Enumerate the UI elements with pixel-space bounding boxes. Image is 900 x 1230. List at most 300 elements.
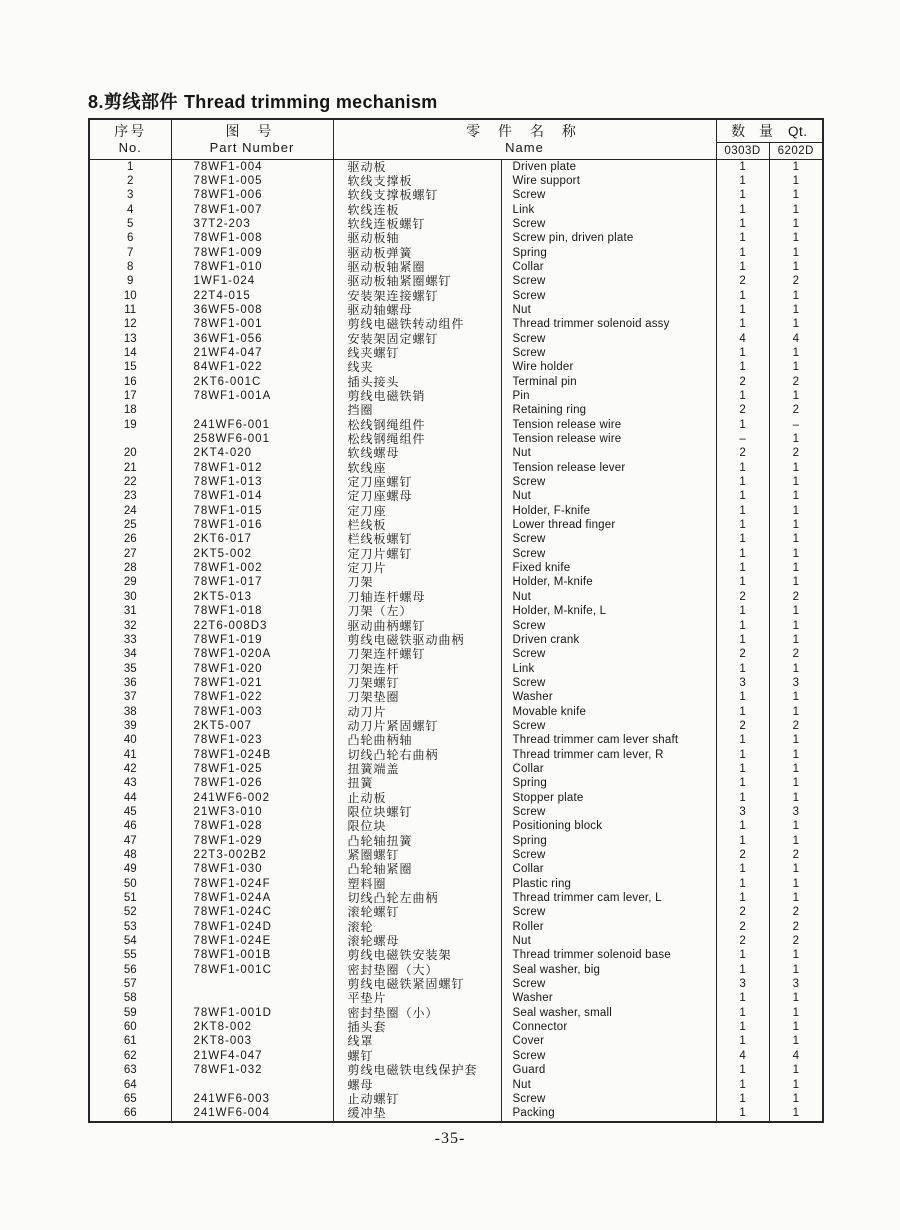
qty-0303d-cell: 1 [716, 819, 769, 833]
row-number-cell: 35 [89, 662, 171, 676]
row-number-cell: 1 [89, 159, 171, 174]
qty-6202d-cell: 1 [769, 389, 823, 403]
name-en-cell: Washer [501, 690, 716, 704]
name-en-cell: Nut [501, 590, 716, 604]
name-cn-cell: 止动螺钉 [333, 1092, 501, 1106]
qty-0303d-cell: 1 [716, 246, 769, 260]
part-number-cell: 78WF1-017 [171, 575, 333, 589]
name-cn-cell: 刀架连杆 [333, 662, 501, 676]
qty-6202d-cell: 1 [769, 489, 823, 503]
table-row [89, 217, 823, 231]
part-number-cell: 1WF1-024 [171, 274, 333, 288]
name-cn-cell: 凸轮曲柄轴 [333, 733, 501, 747]
name-cn-cell: 软线支撑板 [333, 174, 501, 188]
table-row [89, 776, 823, 790]
row-number-cell: 36 [89, 676, 171, 690]
qty-6202d-cell: – [769, 418, 823, 432]
row-number-cell: 16 [89, 375, 171, 389]
qty-6202d-cell: 1 [769, 1034, 823, 1048]
qty-6202d-cell: 3 [769, 977, 823, 991]
name-cn-cell: 松线钢绳组件 [333, 432, 501, 446]
name-en-cell: Driven crank [501, 633, 716, 647]
row-number-cell: 11 [89, 303, 171, 317]
name-en-cell: Collar [501, 762, 716, 776]
table-row [89, 246, 823, 260]
qty-0303d-cell: 2 [716, 403, 769, 417]
name-cn-cell: 刀架螺钉 [333, 676, 501, 690]
qty-6202d-cell: 1 [769, 532, 823, 546]
name-en-cell: Plastic ring [501, 877, 716, 891]
header-no [89, 119, 171, 159]
part-number-cell: 78WF1-001A [171, 389, 333, 403]
qty-6202d-cell: 1 [769, 504, 823, 518]
table-row [89, 203, 823, 217]
qty-6202d-cell: 1 [769, 662, 823, 676]
table-row [89, 1092, 823, 1106]
qty-0303d-cell: 1 [716, 791, 769, 805]
parts-table [88, 118, 824, 1123]
qty-0303d-cell: 1 [716, 1106, 769, 1121]
qty-0303d-cell: 1 [716, 260, 769, 274]
name-en-cell: Screw [501, 805, 716, 819]
qty-0303d-cell: 1 [716, 1092, 769, 1106]
row-number-cell: 40 [89, 733, 171, 747]
part-number-cell: 78WF1-024C [171, 905, 333, 919]
name-en-cell: Thread trimmer solenoid base [501, 948, 716, 962]
qty-6202d-cell: 1 [769, 1006, 823, 1020]
table-row [89, 633, 823, 647]
part-number-cell: 241WF6-002 [171, 791, 333, 805]
row-number-cell: 34 [89, 647, 171, 661]
name-en-cell: Screw [501, 217, 716, 231]
qty-6202d-cell: 1 [769, 317, 823, 331]
row-number-cell: 37 [89, 690, 171, 704]
row-number-cell: 23 [89, 489, 171, 503]
row-number-cell: 19 [89, 418, 171, 432]
name-cn-cell: 剪线电磁铁转动组件 [333, 317, 501, 331]
name-en-cell: Holder, F-knife [501, 504, 716, 518]
part-number-cell: 78WF1-016 [171, 518, 333, 532]
part-number-cell: 78WF1-020A [171, 647, 333, 661]
part-number-cell: 2KT5-007 [171, 719, 333, 733]
qty-0303d-cell: 1 [716, 1020, 769, 1034]
table-row [89, 877, 823, 891]
name-en-cell: Retaining ring [501, 403, 716, 417]
name-cn-cell: 插头接头 [333, 375, 501, 389]
parts-table-header [89, 119, 823, 159]
qty-0303d-cell: 1 [716, 776, 769, 790]
table-row [89, 159, 823, 174]
name-cn-cell: 平垫片 [333, 991, 501, 1005]
qty-0303d-cell: 1 [716, 834, 769, 848]
name-en-cell: Packing [501, 1106, 716, 1121]
part-number-cell: 241WF6-003 [171, 1092, 333, 1106]
qty-0303d-cell: 1 [716, 963, 769, 977]
part-number-cell [171, 991, 333, 1005]
name-en-cell: Seal washer, small [501, 1006, 716, 1020]
name-en-cell: Cover [501, 1034, 716, 1048]
name-cn-cell: 安装架连接螺钉 [333, 289, 501, 303]
qty-0303d-cell: 1 [716, 604, 769, 618]
name-cn-cell: 栏线板螺钉 [333, 532, 501, 546]
name-cn-cell: 驱动板轴紧圈螺钉 [333, 274, 501, 288]
qty-0303d-cell: 1 [716, 461, 769, 475]
name-cn-cell: 紧圈螺钉 [333, 848, 501, 862]
table-row [89, 1063, 823, 1077]
name-cn-cell: 限位块 [333, 819, 501, 833]
qty-0303d-cell: 1 [716, 547, 769, 561]
table-row [89, 188, 823, 202]
name-cn-cell: 驱动板轴 [333, 231, 501, 245]
row-number-cell: 18 [89, 403, 171, 417]
qty-6202d-cell: 4 [769, 1049, 823, 1063]
table-row [89, 1106, 823, 1121]
row-number-cell: 8 [89, 260, 171, 274]
qty-0303d-cell: 1 [716, 862, 769, 876]
part-number-cell: 78WF1-005 [171, 174, 333, 188]
row-number-cell: 62 [89, 1049, 171, 1063]
qty-6202d-cell: 1 [769, 690, 823, 704]
qty-0303d-cell: 2 [716, 590, 769, 604]
name-en-cell: Screw [501, 619, 716, 633]
row-number-cell: 52 [89, 905, 171, 919]
name-cn-cell: 限位块螺钉 [333, 805, 501, 819]
qty-6202d-cell: 1 [769, 188, 823, 202]
name-en-cell: Nut [501, 934, 716, 948]
qty-0303d-cell: 2 [716, 647, 769, 661]
name-cn-cell: 剪线电磁铁紧固螺钉 [333, 977, 501, 991]
part-number-cell: 78WF1-003 [171, 705, 333, 719]
name-cn-cell: 软线支撑板螺钉 [333, 188, 501, 202]
part-number-cell: 78WF1-012 [171, 461, 333, 475]
table-row [89, 848, 823, 862]
name-cn-cell: 螺母 [333, 1078, 501, 1092]
table-row [89, 461, 823, 475]
qty-6202d-cell: 1 [769, 260, 823, 274]
table-row [89, 260, 823, 274]
qty-0303d-cell: 1 [716, 733, 769, 747]
qty-0303d-cell: 1 [716, 346, 769, 360]
name-cn-cell: 剪线电磁铁驱动曲柄 [333, 633, 501, 647]
name-cn-cell: 滚轮螺母 [333, 934, 501, 948]
header-model-0303d: 0303D [716, 142, 769, 159]
qty-0303d-cell: 1 [716, 389, 769, 403]
qty-6202d-cell: 1 [769, 877, 823, 891]
name-cn-cell: 驱动板轴紧圈 [333, 260, 501, 274]
part-number-cell: 21WF4-047 [171, 346, 333, 360]
qty-6202d-cell: 2 [769, 446, 823, 460]
table-row [89, 604, 823, 618]
qty-0303d-cell: 3 [716, 805, 769, 819]
table-row [89, 360, 823, 374]
qty-6202d-cell: 1 [769, 963, 823, 977]
qty-0303d-cell: 1 [716, 705, 769, 719]
table-row [89, 475, 823, 489]
name-en-cell: Nut [501, 1078, 716, 1092]
qty-0303d-cell: 2 [716, 920, 769, 934]
row-number-cell: 58 [89, 991, 171, 1005]
qty-6202d-cell: 2 [769, 647, 823, 661]
row-number-cell: 48 [89, 848, 171, 862]
name-en-cell: Collar [501, 260, 716, 274]
name-cn-cell: 线夹 [333, 360, 501, 374]
qty-0303d-cell: 1 [716, 518, 769, 532]
qty-0303d-cell: 2 [716, 375, 769, 389]
row-number-cell: 66 [89, 1106, 171, 1121]
qty-6202d-cell: 1 [769, 948, 823, 962]
table-row [89, 547, 823, 561]
row-number-cell: 32 [89, 619, 171, 633]
qty-0303d-cell: 1 [716, 504, 769, 518]
name-cn-cell: 刀架垫圈 [333, 690, 501, 704]
part-number-cell: 21WF3-010 [171, 805, 333, 819]
row-number-cell: 54 [89, 934, 171, 948]
part-number-cell: 78WF1-029 [171, 834, 333, 848]
part-number-cell: 22T4-015 [171, 289, 333, 303]
part-number-cell: 241WF6-001 [171, 418, 333, 432]
name-cn-cell: 安装架固定螺钉 [333, 332, 501, 346]
name-en-cell: Fixed knife [501, 561, 716, 575]
qty-0303d-cell: – [716, 432, 769, 446]
qty-6202d-cell: 1 [769, 633, 823, 647]
qty-0303d-cell: 3 [716, 977, 769, 991]
part-number-cell: 78WF1-024E [171, 934, 333, 948]
row-number-cell: 50 [89, 877, 171, 891]
table-row [89, 733, 823, 747]
row-number-cell: 4 [89, 203, 171, 217]
qty-6202d-cell: 1 [769, 575, 823, 589]
part-number-cell: 2KT6-001C [171, 375, 333, 389]
qty-0303d-cell: 1 [716, 475, 769, 489]
header-model-6202d: 6202D [769, 142, 823, 159]
name-cn-cell: 动刀片 [333, 705, 501, 719]
name-cn-cell: 刀架连杆螺钉 [333, 647, 501, 661]
qty-0303d-cell: 2 [716, 934, 769, 948]
name-en-cell: Lower thread finger [501, 518, 716, 532]
table-row [89, 231, 823, 245]
name-cn-cell: 定刀座螺钉 [333, 475, 501, 489]
name-en-cell: Thread trimmer solenoid assy [501, 317, 716, 331]
part-number-cell: 78WF1-023 [171, 733, 333, 747]
row-number-cell: 38 [89, 705, 171, 719]
table-row [89, 332, 823, 346]
part-number-cell [171, 977, 333, 991]
qty-6202d-cell: 1 [769, 1092, 823, 1106]
table-row [89, 719, 823, 733]
qty-0303d-cell: 1 [716, 1034, 769, 1048]
part-number-cell: 78WF1-025 [171, 762, 333, 776]
row-number-cell: 47 [89, 834, 171, 848]
table-row [89, 489, 823, 503]
qty-0303d-cell: 4 [716, 332, 769, 346]
qty-6202d-cell: 1 [769, 791, 823, 805]
table-row [89, 862, 823, 876]
table-row [89, 432, 823, 446]
part-number-cell [171, 403, 333, 417]
name-cn-cell: 刀轴连杆螺母 [333, 590, 501, 604]
header-part-number [171, 119, 333, 159]
table-row [89, 891, 823, 905]
table-row [89, 274, 823, 288]
qty-6202d-cell: 1 [769, 705, 823, 719]
name-cn-cell: 切线凸轮右曲柄 [333, 748, 501, 762]
row-number-cell: 51 [89, 891, 171, 905]
qty-0303d-cell: 1 [716, 317, 769, 331]
qty-6202d-cell: 2 [769, 403, 823, 417]
part-number-cell: 78WF1-022 [171, 690, 333, 704]
parts-table-body [89, 159, 823, 1122]
part-number-cell: 78WF1-024D [171, 920, 333, 934]
qty-0303d-cell: 2 [716, 274, 769, 288]
header-part-cn: 图 号 [225, 123, 279, 140]
qty-0303d-cell: 1 [716, 619, 769, 633]
table-row [89, 532, 823, 546]
row-number-cell: 10 [89, 289, 171, 303]
table-row [89, 934, 823, 948]
qty-6202d-cell: 1 [769, 748, 823, 762]
row-number-cell: 7 [89, 246, 171, 260]
qty-6202d-cell: 2 [769, 934, 823, 948]
part-number-cell: 78WF1-004 [171, 159, 333, 174]
name-en-cell: Screw [501, 188, 716, 202]
qty-0303d-cell: 1 [716, 360, 769, 374]
qty-0303d-cell: 1 [716, 748, 769, 762]
part-number-cell: 78WF1-019 [171, 633, 333, 647]
qty-6202d-cell: 1 [769, 303, 823, 317]
qty-0303d-cell: 1 [716, 217, 769, 231]
name-en-cell: Screw [501, 905, 716, 919]
table-row [89, 905, 823, 919]
table-row [89, 805, 823, 819]
part-number-cell: 78WF1-028 [171, 819, 333, 833]
table-row [89, 446, 823, 460]
part-number-cell: 78WF1-015 [171, 504, 333, 518]
name-en-cell: Nut [501, 303, 716, 317]
qty-0303d-cell: 1 [716, 1006, 769, 1020]
row-number-cell: 17 [89, 389, 171, 403]
part-number-cell: 78WF1-001D [171, 1006, 333, 1020]
table-row [89, 375, 823, 389]
name-cn-cell: 挡圈 [333, 403, 501, 417]
table-row [89, 662, 823, 676]
name-en-cell: Nut [501, 489, 716, 503]
part-number-cell: 78WF1-001B [171, 948, 333, 962]
part-number-cell: 78WF1-021 [171, 676, 333, 690]
name-cn-cell: 剪线电磁铁销 [333, 389, 501, 403]
name-cn-cell: 定刀片螺钉 [333, 547, 501, 561]
name-en-cell: Screw [501, 332, 716, 346]
name-en-cell: Washer [501, 991, 716, 1005]
table-row [89, 303, 823, 317]
name-en-cell: Spring [501, 246, 716, 260]
name-en-cell: Screw [501, 274, 716, 288]
name-en-cell: Screw [501, 1049, 716, 1063]
row-number-cell: 6 [89, 231, 171, 245]
name-cn-cell: 切线凸轮左曲柄 [333, 891, 501, 905]
table-row [89, 920, 823, 934]
name-cn-cell: 定刀片 [333, 561, 501, 575]
part-number-cell: 2KT4-020 [171, 446, 333, 460]
qty-6202d-cell: 1 [769, 217, 823, 231]
part-number-cell: 78WF1-013 [171, 475, 333, 489]
name-en-cell: Screw [501, 289, 716, 303]
header-name [333, 119, 716, 159]
part-number-cell: 78WF1-007 [171, 203, 333, 217]
qty-0303d-cell: 4 [716, 1049, 769, 1063]
qty-6202d-cell: 1 [769, 1020, 823, 1034]
row-number-cell: 44 [89, 791, 171, 805]
qty-0303d-cell: 1 [716, 662, 769, 676]
row-number-cell: 33 [89, 633, 171, 647]
qty-6202d-cell: 2 [769, 920, 823, 934]
name-en-cell: Screw pin, driven plate [501, 231, 716, 245]
row-number-cell: 55 [89, 948, 171, 962]
name-cn-cell: 滚轮 [333, 920, 501, 934]
name-en-cell: Screw [501, 848, 716, 862]
row-number-cell: 12 [89, 317, 171, 331]
name-en-cell: Spring [501, 834, 716, 848]
row-number-cell: 25 [89, 518, 171, 532]
row-number-cell: 21 [89, 461, 171, 475]
row-number-cell: 20 [89, 446, 171, 460]
table-row [89, 1034, 823, 1048]
qty-0303d-cell: 1 [716, 418, 769, 432]
name-en-cell: Screw [501, 719, 716, 733]
row-number-cell: 9 [89, 274, 171, 288]
name-en-cell: Screw [501, 532, 716, 546]
part-number-cell: 21WF4-047 [171, 1049, 333, 1063]
name-cn-cell: 软线座 [333, 461, 501, 475]
row-number-cell: 57 [89, 977, 171, 991]
name-en-cell: Thread trimmer cam lever, L [501, 891, 716, 905]
name-cn-cell: 密封垫圈（大） [333, 963, 501, 977]
qty-0303d-cell: 1 [716, 231, 769, 245]
header-part-en: Part Number [209, 140, 295, 156]
qty-6202d-cell: 1 [769, 862, 823, 876]
table-row [89, 819, 823, 833]
table-row [89, 991, 823, 1005]
qty-6202d-cell: 1 [769, 203, 823, 217]
table-row [89, 690, 823, 704]
table-row [89, 418, 823, 432]
name-cn-cell: 软线连板螺钉 [333, 217, 501, 231]
name-cn-cell: 扭簧端盖 [333, 762, 501, 776]
table-row [89, 346, 823, 360]
qty-0303d-cell: 1 [716, 762, 769, 776]
qty-6202d-cell: 2 [769, 719, 823, 733]
table-row [89, 1020, 823, 1034]
name-cn-cell: 线夹螺钉 [333, 346, 501, 360]
name-en-cell: Wire support [501, 174, 716, 188]
table-row [89, 619, 823, 633]
row-number-cell: 49 [89, 862, 171, 876]
name-en-cell: Wire holder [501, 360, 716, 374]
qty-0303d-cell: 1 [716, 891, 769, 905]
row-number-cell: 45 [89, 805, 171, 819]
qty-0303d-cell: 2 [716, 719, 769, 733]
qty-6202d-cell: 4 [769, 332, 823, 346]
part-number-cell: 78WF1-001 [171, 317, 333, 331]
row-number-cell: 42 [89, 762, 171, 776]
name-cn-cell: 驱动板弹簧 [333, 246, 501, 260]
table-row [89, 403, 823, 417]
qty-0303d-cell: 1 [716, 532, 769, 546]
part-number-cell: 2KT5-013 [171, 590, 333, 604]
header-no-en: No. [118, 140, 142, 156]
row-number-cell: 29 [89, 575, 171, 589]
name-cn-cell: 剪线电磁铁安装架 [333, 948, 501, 962]
part-number-cell: 78WF1-018 [171, 604, 333, 618]
